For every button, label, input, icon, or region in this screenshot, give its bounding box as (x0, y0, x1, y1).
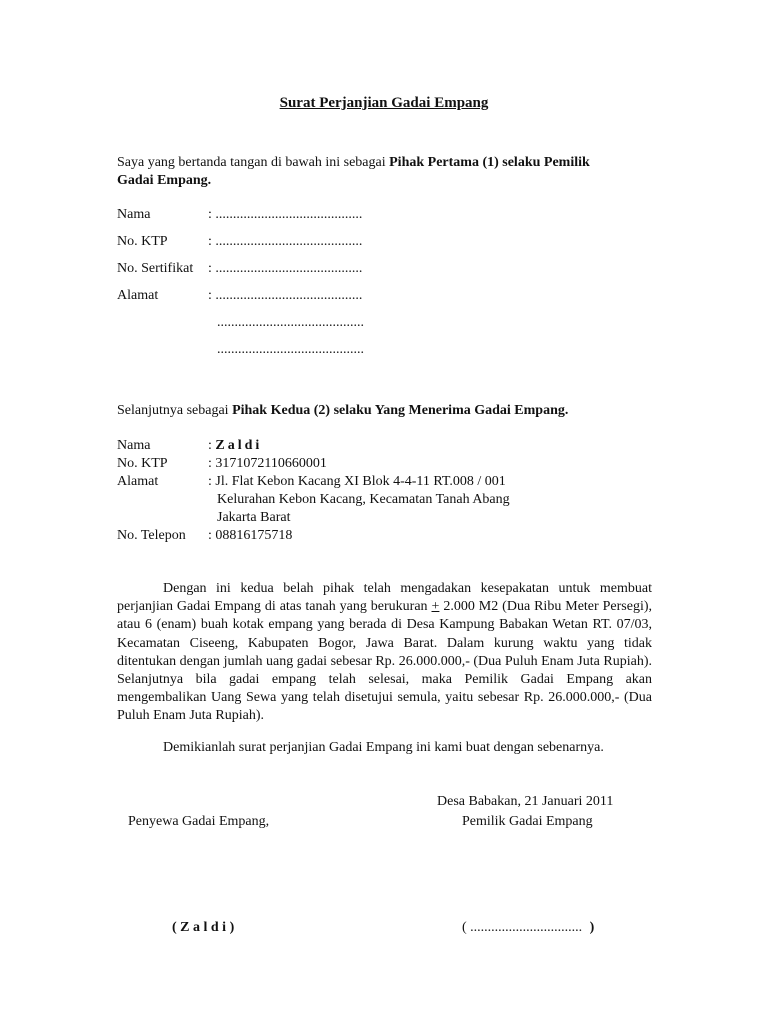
party2-telepon-value: : 08816175718 (208, 528, 293, 543)
party2-alamat-line2: Kelurahan Kebon Kacang, Kecamatan Tanah Abang (217, 492, 510, 507)
party2-ktp-value: : 3171072110660001 (208, 456, 327, 471)
intro-text: Saya yang bertanda tangan di bawah ini sebagai (117, 155, 390, 170)
right-signatory-open: ( ................................ (462, 920, 586, 935)
party1-ktp-label: No. KTP (117, 234, 168, 249)
party2-alamat-label: Alamat (117, 474, 159, 489)
place-date: Desa Babakan, 21 Januari 2011 (437, 794, 614, 809)
intro-line-1 (117, 154, 590, 172)
intro-bold-1: Pihak Pertama (1) selaku Pemilik (389, 155, 590, 170)
closing-sentence: Demikianlah surat perjanjian Gadai Empang ini kami buat dengan sebenarnya. (163, 740, 604, 755)
party1-ktp-blank: : .......................................... (208, 234, 363, 249)
plus-minus-sign: + (431, 599, 440, 615)
party2-telepon-label: No. Telepon (117, 528, 186, 543)
party1-sertifikat-blank: : .......................................... (208, 261, 363, 276)
party1-alamat-blank-1: : .......................................... (208, 288, 363, 303)
party1-sertifikat-label: No. Sertifikat (117, 261, 194, 276)
right-signatory-role: Pemilik Gadai Empang (462, 814, 593, 829)
party2-ktp-label: No. KTP (117, 456, 168, 471)
party1-alamat-blank-2: .......................................... (217, 315, 364, 330)
left-signatory-role: Penyewa Gadai Empang, (128, 814, 270, 829)
document-title: Surat Perjanjian Gadai Empang (279, 95, 489, 111)
second-intro (117, 402, 568, 420)
right-signatory-close: ) (589, 920, 595, 935)
agreement-text-b: 2.000 M2 (Dua Ribu Meter Persegi), atau 6 (enam) buah kotak empang yang berada di Desa Kampung Babakan Wetan RT. 07/03, Kecamatan Ciseeng, Kabupaten Bogor, Jawa Barat. Dalam kurung waktu yang tidak ditentukan dengan jumlah uang gadai sebesar Rp. 26.000.000,- (Dua Puluh Enam Juta Rupiah). Selanjutnya bila gadai empang telah selesai, maka Pemilik Gadai Empang akan mengembalikan Uang Sewa yang telah disetujui semula, yaitu sebesar Rp. 26.000.000,- (Dua Puluh Enam Juta Rupiah). (117, 599, 652, 724)
party2-nama (208, 437, 262, 455)
party1-nama-blank: : .......................................... (208, 207, 363, 222)
left-signatory-name: ( Z a l d i ) (172, 920, 235, 935)
party2-nama-value: Zaldi (215, 438, 263, 453)
party2-alamat-line3: Jakarta Barat (217, 510, 291, 525)
party2-alamat-line1: : Jl. Flat Kebon Kacang XI Blok 4-4-11 RT.008 / 001 (208, 474, 506, 489)
party1-nama-label: Nama (117, 207, 151, 222)
agreement-text-a: Dengan ini kedua belah pihak telah mengadakan kesepakatan untuk membuat perjanjian Gadai Empang di atas tanah yang berukuran (117, 581, 652, 615)
agreement-paragraph (117, 580, 652, 726)
party1-alamat-blank-3: .......................................... (217, 342, 364, 357)
intro-bold-2: Gadai Empang. (117, 173, 212, 188)
right-signatory-blank (462, 919, 594, 937)
second-intro-bold: Pihak Kedua (2) selaku Yang Menerima Gadai Empang. (232, 403, 569, 418)
second-intro-text: Selanjutnya sebagai (117, 403, 233, 418)
party2-nama-label: Nama (117, 438, 151, 453)
party1-alamat-label: Alamat (117, 288, 159, 303)
party2-nama-colon: : (208, 438, 216, 453)
